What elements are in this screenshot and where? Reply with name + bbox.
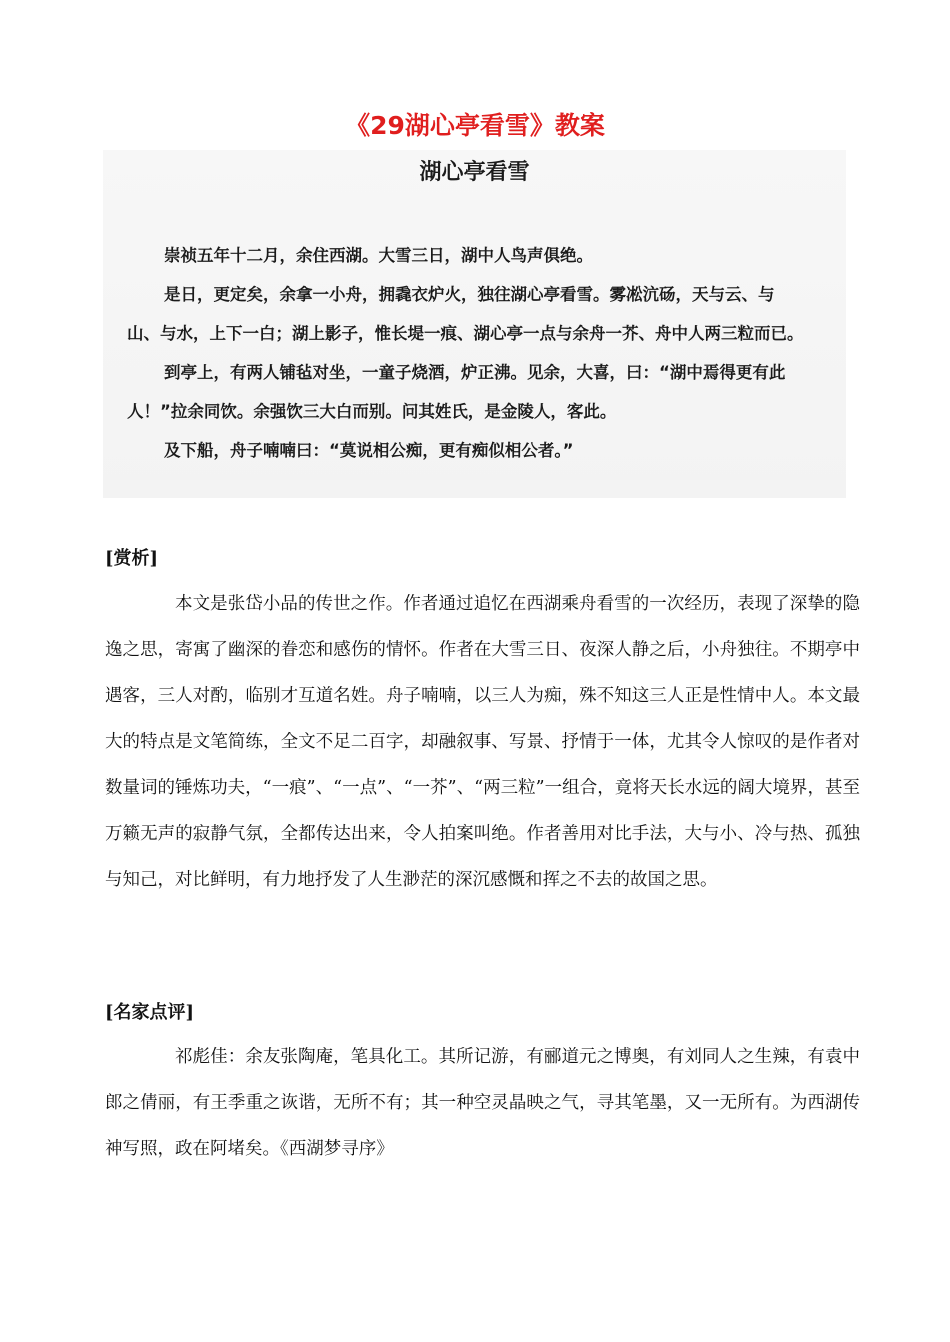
passage-paragraph: 及下船，舟子喃喃曰：“莫说相公痴，更有痴似相公者。”	[164, 441, 574, 460]
critique-text: 祁彪佳：余友张陶庵，笔具化工。其所记游，有郦道元之博奥，有刘同人之生辣，有袁中郎之倩丽，有王季重之诙谐，无所不有；其一种空灵晶映之气，寻其笔墨，又一无所有。为西湖传神写照，政在阿堵矣。《西湖梦寻序》	[105, 1047, 860, 1159]
appreciation-text: 本文是张岱小品的传世之作。作者通过追忆在西湖乘舟看雪的一次经历，表现了深挚的隐逸之思，寄寓了幽深的眷恋和感伤的情怀。作者在大雪三日、夜深人静之后，小舟独往。不期亭中遇客，三人对酌，临别才互道名姓。舟子喃喃，以三人为痴，殊不知这三人正是性情中人。本文最大的特点是文笔简练，全文不足二百字，却融叙事、写景、抒情于一体，尤其令人惊叹的是作者对数量词的锤炼功夫，“一痕”、“一点”、“一芥”、“两三粒”一组合，竟将天长水远的阔大境界，甚至万籁无声的寂静气氛，全都传达出来，令人拍案叫绝。作者善用对比手法，大与小、冷与热、孤独与知己，对比鲜明，有力地抒发了人生渺茫的深沉感慨和挥之不去的故国之思。	[105, 594, 860, 890]
passage-title: 湖心亭看雪	[419, 160, 530, 185]
passage-paragraph: 崇祯五年十二月，余住西湖。大雪三日，湖中人鸟声俱绝。	[164, 246, 593, 265]
appreciation-heading: [赏析]	[105, 548, 159, 569]
critique-heading: [名家点评]	[105, 1002, 195, 1023]
passage-paragraph: 到亭上，有两人铺毡对坐，一童子烧酒，炉正沸。见余，大喜，曰：“湖中焉得更有此人！”拉余同饮。余强饮三大白而别。问其姓氏，是金陵人，客此。	[127, 363, 786, 421]
passage-paragraph: 是日，更定矣，余拿一小舟，拥毳衣炉火，独往湖心亭看雪。雾凇沆砀，天与云、与山、与水，上下一白；湖上影子，惟长堤一痕、湖心亭一点与余舟一芥、舟中人两三粒而已。	[127, 285, 804, 343]
passage-image	[103, 150, 846, 498]
document-title: 《29湖心亭看雪》教案	[345, 111, 605, 140]
passage-text	[127, 236, 807, 470]
